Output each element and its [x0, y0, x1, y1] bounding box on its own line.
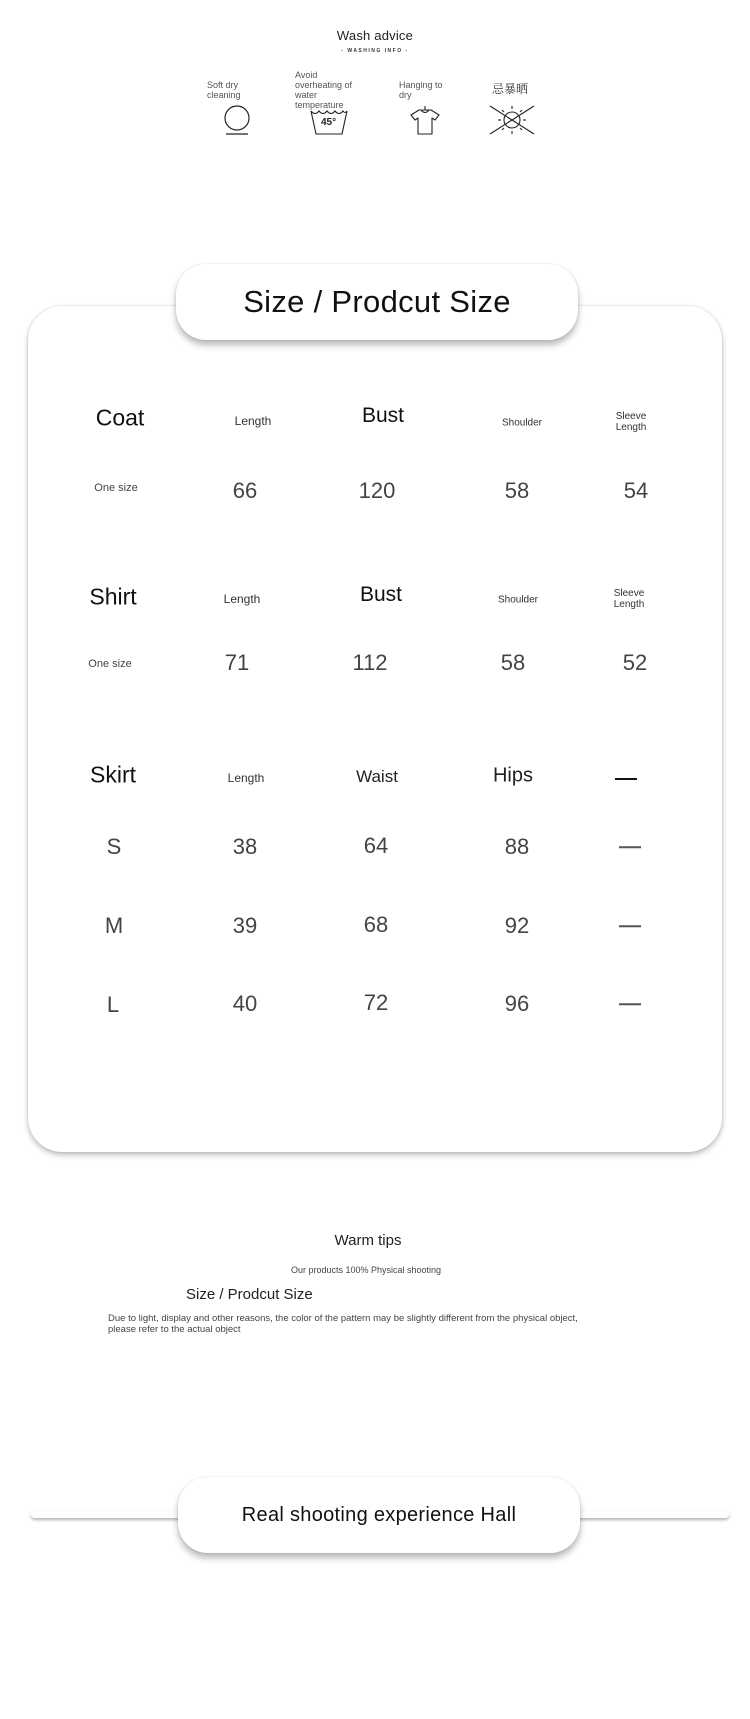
shirt-row-size: One size [88, 658, 132, 670]
wash-advice-subtitle: - WASHING INFO - [341, 48, 409, 54]
shirt-shoulder-value: 58 [500, 650, 526, 675]
shirt-header-sleeve-length: Sleeve Length [613, 588, 645, 610]
hang-dry-shirt-icon [409, 104, 441, 136]
wash-item-no-sun [492, 84, 528, 94]
shirt-header-length: Length [223, 592, 261, 606]
size-title-pill [176, 264, 578, 340]
shirt-length-value: 71 [224, 650, 250, 675]
coat-row-size: One size [94, 482, 138, 494]
coat-shoulder-value: 58 [504, 478, 530, 503]
no-sun-exposure-icon [488, 104, 536, 136]
wash-item-dry-clean [207, 80, 241, 100]
shirt-header-shoulder: Shoulder [497, 594, 539, 606]
shirt-bust-value: 112 [352, 650, 388, 675]
skirt-hips-m: 92 [504, 913, 530, 938]
skirt-empty-dash-m [619, 925, 641, 927]
skirt-empty-dash-l [619, 1003, 641, 1005]
skirt-header: Skirt [90, 761, 136, 788]
shirt-sleeve-value: 52 [622, 650, 648, 675]
skirt-header-hips: Hips [492, 764, 534, 787]
size-title: Size / Prodcut Size [243, 284, 511, 319]
coat-bust-value: 120 [358, 478, 396, 503]
coat-header-bust: Bust [361, 404, 405, 427]
skirt-length-l: 40 [232, 991, 258, 1016]
skirt-waist-s: 64 [363, 833, 389, 858]
coat-header: Coat [95, 404, 145, 431]
shirt-header: Shirt [89, 583, 137, 610]
skirt-hips-s: 88 [504, 834, 530, 859]
coat-length-value: 66 [232, 478, 258, 503]
skirt-size-m: M [104, 913, 124, 938]
dry-clean-circle-icon [222, 104, 252, 136]
shooting-title: Real shooting experience Hall [241, 1503, 517, 1526]
skirt-header-waist: Waist [356, 767, 398, 786]
skirt-waist-m: 68 [363, 912, 389, 937]
skirt-waist-l: 72 [363, 990, 389, 1015]
skirt-header-length: Length [227, 771, 265, 785]
skirt-header-empty-dash [615, 778, 637, 780]
coat-header-sleeve-length: Sleeve Length [615, 411, 647, 433]
skirt-hips-l: 96 [504, 991, 530, 1016]
warm-tips-note [108, 1313, 628, 1335]
warm-tips-size-label: Size / Prodcut Size [186, 1286, 313, 1303]
skirt-size-s: S [106, 834, 122, 859]
warm-tips-subtitle: Our products 100% Physical shooting [290, 1265, 442, 1275]
coat-sleeve-value: 54 [623, 478, 649, 503]
wash-label: Soft dry cleaning [207, 80, 241, 100]
warm-tips-note-line: please refer to the actual object [108, 1324, 241, 1335]
wash-item-hang-dry [399, 80, 443, 100]
skirt-length-m: 39 [232, 913, 258, 938]
warm-tips-note-line: Due to light, display and other reasons, the color of the pattern may be slightly different from the physical object, [108, 1313, 578, 1324]
coat-header-length: Length [234, 414, 272, 428]
skirt-empty-dash-s [619, 846, 641, 848]
warm-tips-title: Warm tips [334, 1232, 402, 1249]
wash-label: 忌暴晒 [492, 82, 529, 96]
shirt-header-bust: Bust [359, 583, 403, 606]
wash-label: Avoid overheating of water temperature [295, 70, 353, 110]
wash-advice-title: Wash advice [336, 28, 414, 43]
skirt-size-l: L [106, 992, 120, 1017]
water-temperature-value: 45° [321, 117, 337, 128]
wash-item-water-temperature [295, 70, 352, 110]
skirt-length-s: 38 [232, 834, 258, 859]
wash-label: Hanging to dry [399, 80, 443, 100]
shooting-title-pill [178, 1477, 580, 1553]
coat-header-shoulder: Shoulder [501, 417, 543, 429]
